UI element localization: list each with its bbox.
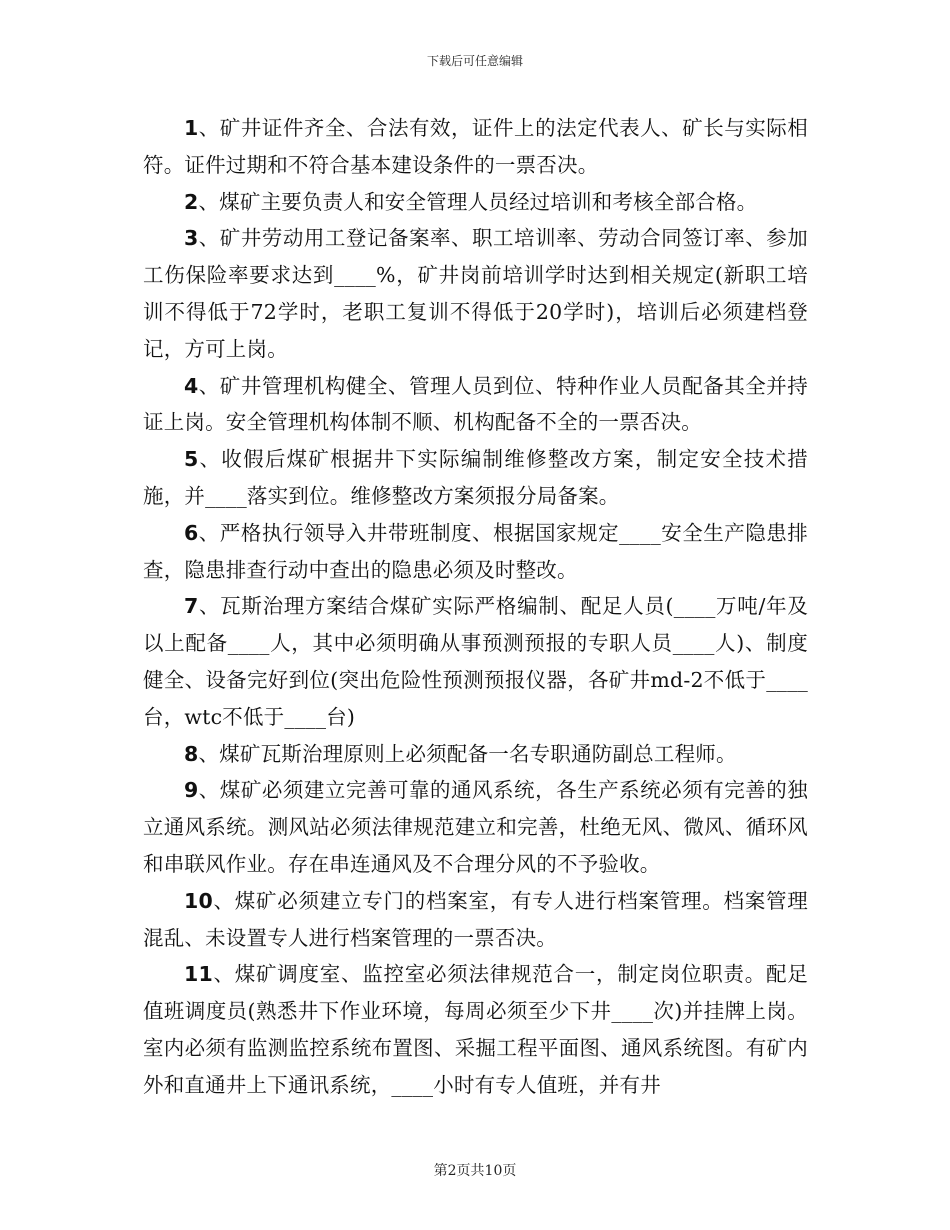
item-number: 5 bbox=[184, 447, 199, 472]
item-text: 、矿井劳动用工登记备案率、职工培训率、劳动合同签订率、参加工伤保险率要求达到____%，矿井岗前培训学时达到相关规定(新职工培训不得低于72学时，老职工复训不得低于20学时)，培训后必须建档登记，方可上岗。 bbox=[143, 226, 808, 361]
item-number: 9 bbox=[184, 778, 199, 803]
item-number: 3 bbox=[184, 226, 199, 251]
item-number: 2 bbox=[184, 189, 199, 214]
item-text: 、煤矿主要负责人和安全管理人员经过培训和考核全部合格。 bbox=[198, 189, 758, 214]
item-text: 、矿井管理机构健全、管理人员到位、特种作业人员配备其全并持证上岗。安全管理机构体制不顺、机构配备不全的一票否决。 bbox=[143, 373, 808, 435]
item-number: 10 bbox=[184, 888, 213, 913]
document-body bbox=[143, 110, 808, 1104]
list-item bbox=[143, 220, 808, 367]
item-text: 、收假后煤矿根据井下实际编制维修整改方案，制定安全技术措施，并____落实到位。维修整改方案须报分局备案。 bbox=[143, 447, 808, 508]
item-text: 、煤矿瓦斯治理原则上必须配备一名专职通防副总工程师。 bbox=[198, 741, 737, 766]
list-item bbox=[143, 736, 808, 773]
item-text: 、瓦斯治理方案结合煤矿实际严格编制、配足人员(____万吨/年及以上配备____人，其中必须明确从事预测预报的专职人员____人)、制度健全、设备完好到位(突出危险性预测预报仪器，各矿井md-2不低于____台，wtc不低于____台) bbox=[143, 594, 808, 729]
item-text: 、煤矿必须建立专门的档案室，有专人进行档案管理。档案管理混乱、未设置专人进行档案管理的一票否决。 bbox=[143, 888, 808, 950]
list-item bbox=[143, 588, 808, 735]
page-header: 下载后可任意编辑 bbox=[426, 54, 523, 68]
item-text: 、矿井证件齐全、合法有效，证件上的法定代表人、矿长与实际相符。证件过期和不符合基本建设条件的一票否决。 bbox=[143, 116, 808, 177]
item-number: 6 bbox=[184, 520, 199, 545]
list-item bbox=[143, 441, 808, 515]
item-number: 11 bbox=[184, 962, 213, 987]
list-item bbox=[143, 956, 808, 1103]
item-number: 8 bbox=[184, 741, 199, 766]
page-number: 第2页共10页 bbox=[433, 1163, 517, 1179]
item-number: 1 bbox=[184, 116, 199, 140]
list-item bbox=[143, 772, 808, 882]
item-number: 7 bbox=[184, 594, 199, 619]
list-item bbox=[143, 368, 808, 442]
item-number: 4 bbox=[184, 373, 199, 398]
item-text: 、煤矿必须建立完善可靠的通风系统，各生产系统必须有完善的独立通风系统。测风站必须法律规范建立和完善，杜绝无风、微风、循环风和串联风作业。存在串连通风及不合理分风的不予验收。 bbox=[143, 778, 808, 876]
list-item bbox=[143, 110, 808, 184]
list-item bbox=[143, 184, 808, 221]
item-text: 、严格执行领导入井带班制度、根据国家规定____安全生产隐患排查，隐患排查行动中查出的隐患必须及时整改。 bbox=[143, 520, 808, 582]
list-item bbox=[143, 883, 808, 957]
item-text: 、煤矿调度室、监控室必须法律规范合一，制定岗位职责。配足值班调度员(熟悉井下作业环境，每周必须至少下井____次)并挂牌上岗。室内必须有监测监控系统布置图、采掘工程平面图、通风系统图。有矿内外和直通井上下通讯系统，____小时有专人值班，并有井 bbox=[143, 962, 808, 1097]
list-item bbox=[143, 515, 808, 589]
